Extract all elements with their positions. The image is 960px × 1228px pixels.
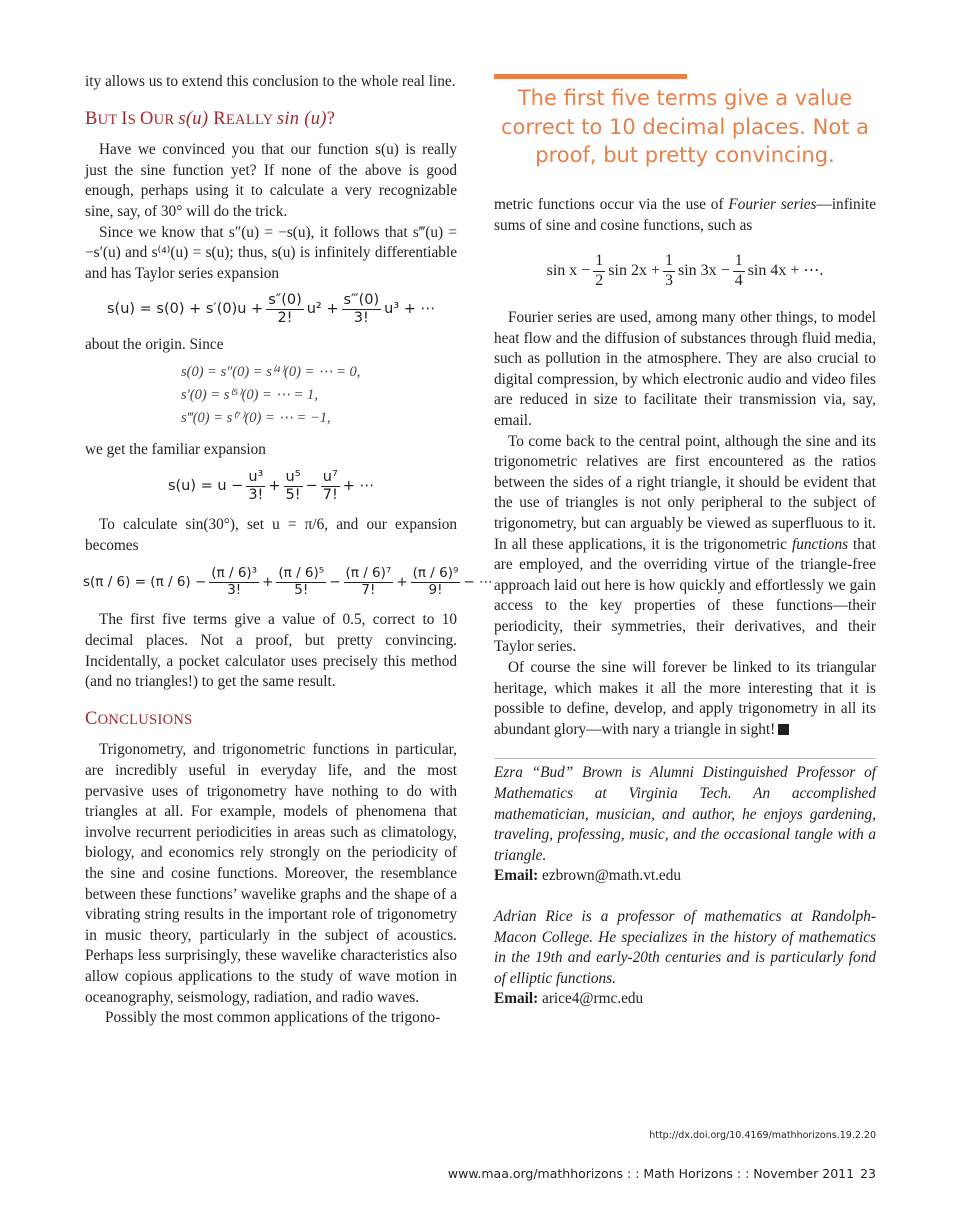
email-link[interactable]: arice4@rmc.edu xyxy=(542,990,644,1008)
paragraph: Have we convinced you that our function s(u) is really just the sine function yet? If none of the above is good enough, perhaps using it to calculate a very recognizable sine, say, of 30° will do the trick. xyxy=(85,141,457,220)
paragraph: Since we know that s″(u) = −s(u), it follows that s‴(u) = −s′(u) and s⁽⁴⁾(u) = s(u); thus, s(u) is infinitely differentiable and has Taylor series expansion xyxy=(85,223,457,282)
equation-sine-expansion: s(u) = u − $\frac{\text{u³}}{3!}$ + $\frac{\text{u⁵}}{5!}$ − $\frac{\text{u⁷}}{7!}$ + ⋯ xyxy=(167,468,375,503)
section-heading-sine: BUT IS OUR s(u) REALLY sin (u)? xyxy=(85,108,336,129)
right-column xyxy=(494,195,876,1010)
divider xyxy=(494,758,876,759)
paragraph: metric functions occur via the use of Fourier series—infinite sums of sine and cosine functions, such as xyxy=(494,196,876,234)
paragraph: Trigonometry, and trigonometric functions in particular, are incredibly useful in everyday life, and the most pervasive uses of trigonometry have nothing to do with triangles at all. For example, models of phenomena that involve recurrent periodicities in areas such as climatology, biology, and economics rely strongly on the periodicity of the sine and cosine functions. Moreover, the resemblance between these functions’ wavelike graphs and the shape of a vibrating string results in the important role of trigonometry in music theory, particularly in the subject of acoustics. Perhaps less surprisingly, these wavelike characteristics also allow copious applications to the study of wave motion in oceanography, seismology, radiation, and radio waves. xyxy=(85,741,457,1006)
equation-fourier: sin x − $\frac{1}{2}$ sin 2x + $\frac{1}{3}$ sin 3x − $\frac{1}{4}$ sin 4x + ⋯. xyxy=(546,252,824,289)
page-footer xyxy=(448,1166,876,1181)
paragraph: To calculate sin(30°), set u = π/6, and our expansion becomes xyxy=(85,516,457,554)
paragraph: we get the familiar expansion xyxy=(85,441,266,459)
paragraph: about the origin. Since xyxy=(85,335,224,353)
email-link[interactable]: ezbrown@math.vt.edu xyxy=(542,867,682,885)
left-column xyxy=(83,72,493,1029)
equation-array: s(0) = s″(0) = s⁽⁴⁾(0) = ⋯ = 0, s′(0) = s⁽⁵⁾(0) = ⋯ = 1, s‴(0) = s⁽⁷⁾(0) = ⋯ = −1, xyxy=(181,364,361,427)
author-email-brown: Email: ezbrown@math.vt.edu xyxy=(494,867,682,885)
footer-text[interactable]: www.maa.org/mathhorizons : : Math Horizons : : November 2011 xyxy=(447,1166,855,1181)
pullquote-bar xyxy=(494,74,687,79)
paragraph: The first five terms give a value of 0.5, correct to 10 decimal places. Not a proof, but pretty convincing. Incidentally, a pocket calculator uses precisely this method (and no triangles!) to get the same result. xyxy=(85,611,457,691)
equation-taylor: s(u) = s(0) + s′(0)u + $\frac{s''(0)}{2!}$ u² + $\frac{s‴(0)}{3!}$ u³ + ⋯ xyxy=(106,292,436,327)
author-bio-rice: Adrian Rice is a professor of mathematics at Randolph-Macon College. He specializes in the history of mathematics in the 19th and early-20th centuries and is particularly fond of elliptic functions. xyxy=(494,908,876,987)
equation-pi-over-6: s(π / 6) = (π / 6) − $\frac{\text{(π / 6)³}}{3!}$ + $\frac{\text{(π / 6)⁵}}{5!}$ − $\frac{\text{(π / 6)⁷}}{7!}$ + $\frac{\text{(π / 6)⁹}}{9!}$ − ⋯ xyxy=(83,565,493,598)
author-email-rice: Email: arice4@rmc.edu xyxy=(494,990,644,1008)
paragraph: Fourier series are used, among many other things, to model heat flow and the diffusion of substances through fluid media, such as pollution in the atmosphere. They are also crucial to digital compression, by which electronic audio and video files are reduced in size to facilitate their transmission via, say, email. xyxy=(494,308,876,429)
paragraph: To come back to the central point, although the sine and its trigonometric relatives are first encountered as the ratios between the sides of a right triangle, it should be evident that the use of triangles is not only peripheral to the subject of trigonometry, but can arguably be viewed as superfluous to it. In all these applications, it is the trigonometric functions that are employed, and the overriding virtue of the triangle-free approach laid out here is how quickly and effortlessly we gain access to the key properties of these functions—their periodicity, their symmetries, their derivatives, and their Taylor series. xyxy=(494,432,876,656)
paragraph: Of course the sine will forever be linked to its triangular heritage, which makes it all the more interesting that it is possible to define, develop, and apply trigonometry in all its abundant glory—with nary a triangle in sight! xyxy=(494,659,876,738)
paragraph: Possibly the most common applications of the trigono- xyxy=(105,1009,441,1027)
section-heading-conclusions: CONCLUSIONS xyxy=(85,708,193,729)
paragraph: ity allows us to extend this conclusion to the whole real line. xyxy=(85,73,456,90)
pullquote: The first five terms give a value correct to 10 decimal places. Not a proof, but pretty convincing. xyxy=(501,86,869,167)
author-bio-brown: Ezra “Bud” Brown is Alumni Distinguished Professor of Mathematics at Virginia Tech. An accomplished mathematician, musician, and author, he enjoys gardening, traveling, professing, music, and the occasional tangle with a triangle. xyxy=(494,764,876,864)
doi-link[interactable]: http://dx.doi.org/10.4169/mathhorizons.19.2.20 xyxy=(649,1130,876,1141)
end-mark-icon xyxy=(778,724,789,735)
page-number: 23 xyxy=(860,1166,876,1181)
